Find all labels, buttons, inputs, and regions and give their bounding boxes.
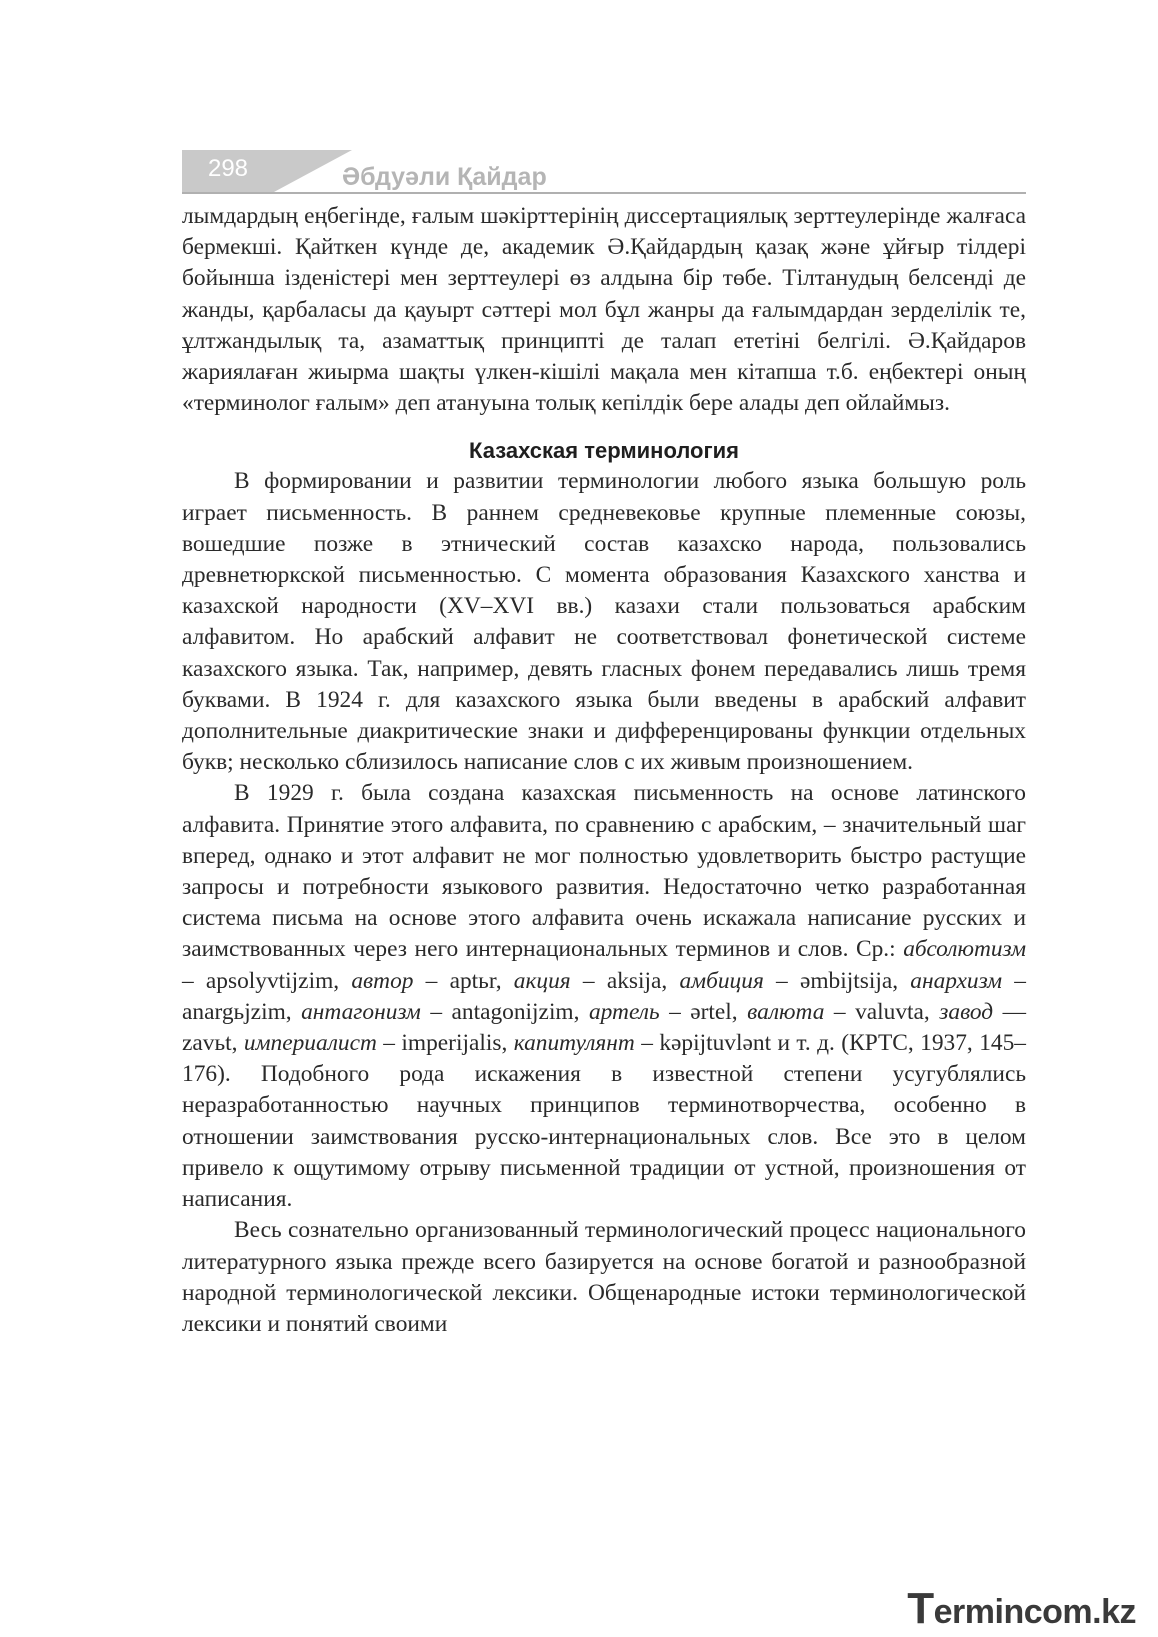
example-term-ru: антагонизм xyxy=(301,998,421,1025)
example-term-latin: valuvta, xyxy=(855,998,930,1025)
example-term-ru: акция xyxy=(513,967,571,994)
example-term-ru: амбиция xyxy=(679,967,764,994)
example-separator: – xyxy=(413,967,450,994)
page-number: 298 xyxy=(207,155,249,182)
example-separator: – xyxy=(1002,967,1026,994)
example-separator: – xyxy=(570,967,607,994)
example-term-ru: анархизм xyxy=(910,967,1003,994)
example-term-latin: ərtel, xyxy=(690,998,738,1025)
example-term-latin: zavьt, xyxy=(182,1030,238,1057)
paragraph-1: В формировании и развитии терминологии любого языка большую роль играет письменность. В раннем средневековье крупные племенные союзы, вошедшие позже в этнический состав казахско народа, пользовались древнетюркской письменностью. С момента образования Казахского ханства и казахской народности (XV–XVI вв.) казахи стали пользоваться арабским алфавитом. Но арабский алфавит не соответствовал фонетической системе казахского языка. Так, например, девять гласных фонем передавались лишь тремя буквами. В 1924 г. для казахского языка были введены в арабский алфавит дополнительные диакритические знаки и дифференцированы функции отдельных букв; несколько сблизилось написание слов с их живым произношением. xyxy=(182,468,1026,776)
example-term-ru: абсолютизм xyxy=(903,936,1026,963)
example-item xyxy=(514,968,667,994)
example-term-ru: капитулянт xyxy=(513,1030,635,1057)
section-title: Казахская терминология xyxy=(469,438,739,464)
example-separator: – xyxy=(824,998,856,1025)
example-term-ru: завод xyxy=(939,998,994,1025)
example-term-ru: артель xyxy=(588,998,660,1025)
example-separator: – xyxy=(634,1030,660,1057)
example-term-latin: imperijalis, xyxy=(401,1030,508,1057)
example-separator: – xyxy=(376,1030,402,1057)
paragraph-2 xyxy=(182,778,1026,1215)
example-item xyxy=(301,999,579,1025)
example-item xyxy=(589,999,738,1025)
header-wedge xyxy=(274,150,352,192)
example-term-latin: apsolyvtijzim, xyxy=(205,967,340,994)
paragraph-2-tail: и т. д. (КРТС, 1937, 145–176). Подобного рода искажения в известной степени усугублялись неразработанностью научных принципов терминотворчества, особенно в отношении заимствования русско-интернациональных слов. Все это в целом привело к ощутимому отрыву письменной традиции от устной, произношения от написания. xyxy=(182,1030,1026,1213)
paragraph-continued: лымдардың еңбегінде, ғалым шәкірттерінің диссертациялық зерттеулерінде жалғаса бермекші. Қайткен күнде де, академик Ә.Қайдардың қазақ және ұйғыр тілдері бойынша ізденістері мен зерттеулері өз алдына бір төбе. Тілтанудың белсенді де жанды, қарбаласы да қауырт сәттері мол бұл жанры да ғалымдардан зерделілік те, ұлтжандылық та, азаматтық принципті де талап ететіні белгілі. Ә.Қайдаров жариялаған жиырма шақты үлкен-кішілі мақала мен кітапша т.б. еңбектері оның «терминолог ғалым» деп атануына толық кепілдік бере алады деп ойлаймыз. xyxy=(182,203,1026,417)
example-term-ru: автор xyxy=(351,967,414,994)
example-separator: – xyxy=(763,967,800,994)
example-term-ru: империалист xyxy=(243,1030,377,1057)
example-term-latin: aptьr, xyxy=(449,967,502,994)
watermark-logo xyxy=(907,1584,1136,1634)
example-term-latin: əmbijtsija, xyxy=(799,967,899,994)
example-item xyxy=(244,1030,507,1056)
example-separator: – xyxy=(420,998,452,1025)
example-term-ru: валюта xyxy=(747,998,825,1025)
paragraph-2-intro: В 1929 г. была создана казахская письменность на основе латинского алфавита. Принятие этого алфавита, по сравнению с арабским, – значительный шаг вперед, однако и этот алфавит не мог полностью удовлетворить быстро растущие запросы и потребности языкового развития. Недостаточно четко разработанная система письма на основе этого алфавита очень искажала написание русских и заимствованных через него интернациональных терминов и слов. Ср.: xyxy=(182,780,1026,963)
example-item xyxy=(514,1030,771,1056)
example-term-latin: antagonijzim, xyxy=(451,998,580,1025)
example-separator: — xyxy=(993,998,1027,1025)
watermark-text: ermincom.kz xyxy=(933,1593,1136,1631)
running-header-author: Әбдуәли Қайдар xyxy=(342,163,547,191)
example-item xyxy=(747,999,930,1025)
example-item xyxy=(351,968,501,994)
header-rule xyxy=(182,192,1026,194)
paragraph-3: Весь сознательно организованный терминологический процесс национального литературного языка прежде всего базируется на основе богатой и разнообразной народной терминологической лексики. Общенародные истоки терминологической лексики и понятий своими xyxy=(182,1217,1026,1337)
example-term-latin: anargьjzim, xyxy=(182,998,292,1025)
example-term-latin: kəpijtuvlənt xyxy=(659,1030,772,1057)
watermark-first-letter: T xyxy=(907,1584,934,1633)
example-term-latin: aksija, xyxy=(606,967,668,994)
example-separator: – xyxy=(182,967,206,994)
example-item xyxy=(679,968,898,994)
page-body xyxy=(182,201,1026,1340)
example-separator: – xyxy=(659,998,691,1025)
